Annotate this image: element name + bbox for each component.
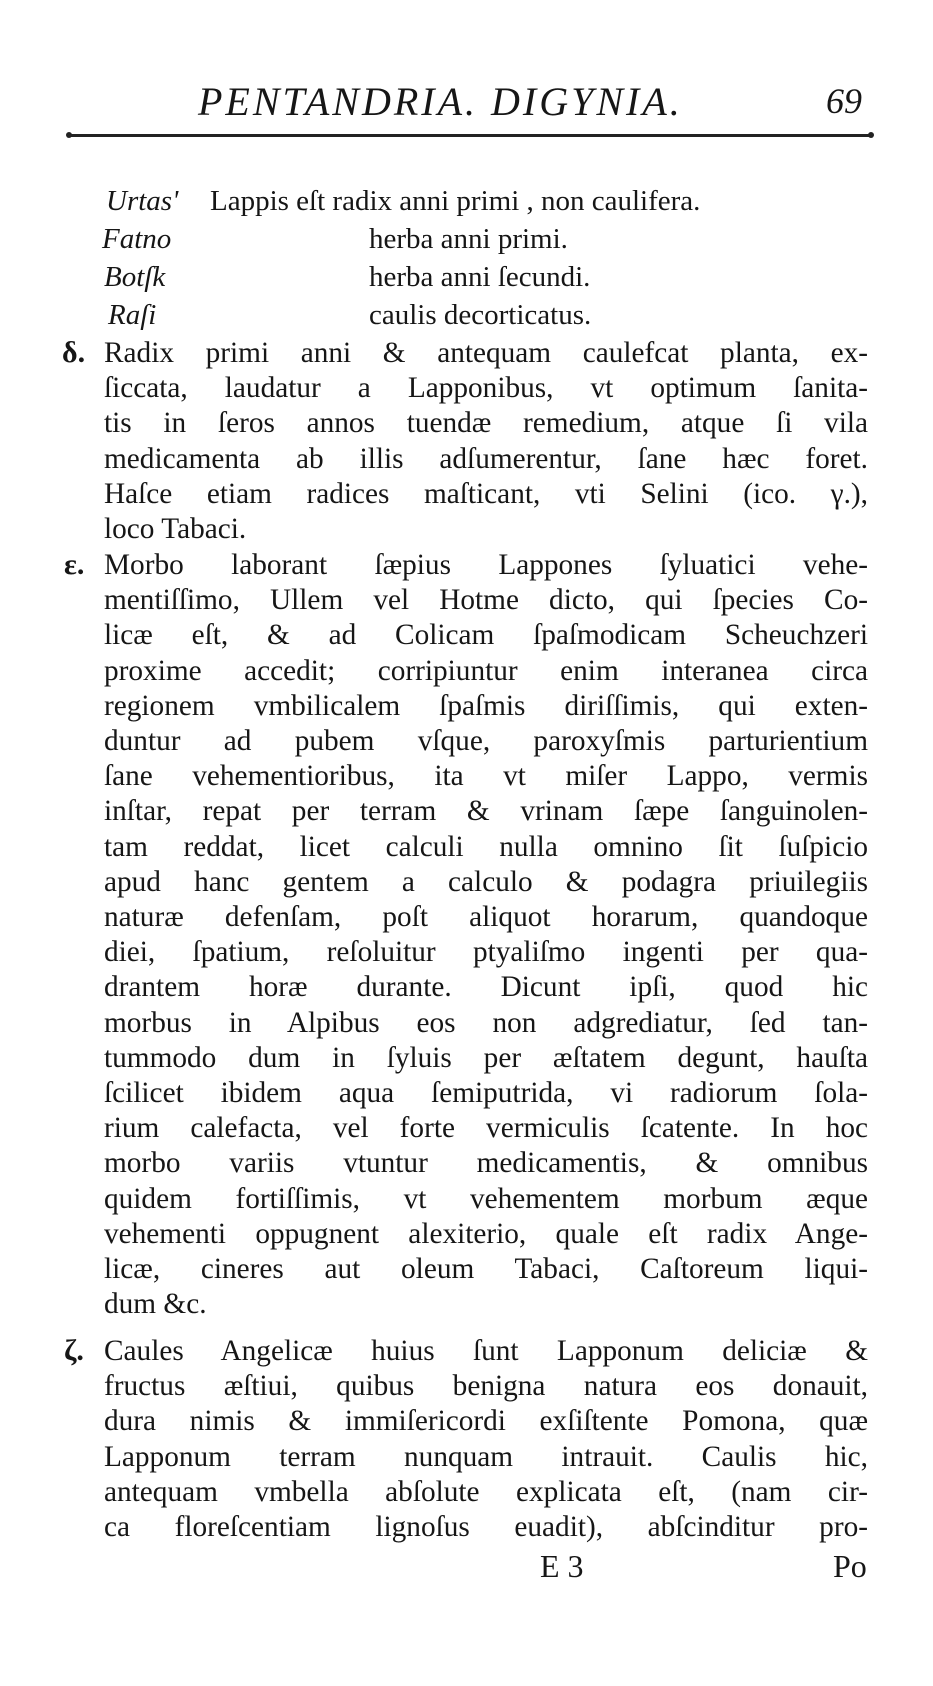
text-line: ſiccata, laudatur a Lapponibus, vt optimum ſanita- [104,372,868,405]
header-rule [70,134,870,137]
page-number: 69 [826,81,862,121]
catchword: Po [833,1548,867,1584]
paragraph [104,336,868,547]
text-line: loco Tabaci. [104,513,247,546]
text-line: diei, ſpatium, reſoluitur ptyaliſmo ingenti per qua- [104,936,868,969]
text-line: dum &c. [104,1288,207,1321]
glossary-description: herba anni primi. [369,223,568,255]
text-line: drantem horæ durante. Dicunt ipſi, quod hic [104,971,868,1004]
paragraph-marker: ζ. [64,1334,84,1367]
text-line: Haſce etiam radices maſticant, vti Selini (ico. γ.), [104,477,868,510]
glossary-description: caulis decorticatus. [369,299,592,331]
page-footer [0,1548,933,1588]
paragraph [104,548,868,1322]
text-line: inſtar, repat per terram & vrinam ſæpe ſanguinolen- [104,795,868,828]
text-line: tam reddat, licet calculi nulla omnino ſit ſuſpicio [104,830,868,863]
text-line: duntur ad pubem vſque, paroxyſmis parturientium [104,725,868,758]
running-title: PENTANDRIA. DIGYNIA. [198,79,683,124]
text-line: apud hanc gentem a calculo & podagra priuilegiis [104,865,868,898]
text-line: dura nimis & immiſericordi exſiſtente Pomona, quæ [104,1405,868,1438]
text-line: rium calefacta, vel forte vermiculis ſcatente. In hoc [104,1112,868,1145]
glossary-term: Urtas' [106,185,179,217]
text-line: ſcilicet ibidem aqua ſemiputrida, vi radiorum ſola- [104,1077,868,1110]
text-line: antequam vmbella abſolute explicata eſt, (nam cir- [104,1475,868,1508]
signature-mark: E 3 [540,1548,584,1584]
text-line: mentiſſimo, Ullem vel Hotme dicto, qui ſpecies Co- [104,584,868,617]
glossary-term: Botſk [104,261,166,293]
text-line: Radix primi anni & antequam caulefcat planta, ex- [104,337,868,369]
paragraph [104,1334,868,1545]
paragraph-marker: δ. [62,336,86,369]
text-line: proxime accedit; corripiuntur enim interanea circa [104,654,868,687]
glossary-description: Lappis eſt radix anni primi , non caulifera. [210,185,701,217]
text-line: regionem vmbilicalem ſpaſmis diriſſimis, qui exten- [104,689,868,722]
text-line: ſane vehementioribus, ita vt miſer Lappo, vermis [104,760,868,793]
text-line: Morbo laborant ſæpius Lappones ſyluatici vehe- [104,549,868,581]
text-line: Caules Angelicæ huius ſunt Lapponum deliciæ & [104,1335,868,1367]
text-line: quidem fortiſſimis, vt vehementem morbum æque [104,1182,868,1215]
glossary-term: Raſi [108,299,157,331]
text-line: tis in ſeros annos tuendæ remedium, atque ſi vila [104,407,868,440]
text-line: morbus in Alpibus eos non adgrediatur, ſed tan- [104,1006,868,1039]
text-line: licæ, cineres aut oleum Tabaci, Caſtoreum liqui- [104,1253,868,1286]
paragraph-marker: ε. [64,548,85,581]
text-line: fructus æſtiui, quibus benigna natura eos donauit, [104,1370,868,1403]
text-line: licæ eſt, & ad Colicam ſpaſmodicam Scheuchzeri [104,619,868,652]
text-line: Lapponum terram nunquam intrauit. Caulis hic, [104,1440,868,1473]
text-line: morbo variis vtuntur medicamentis, & omnibus [104,1147,868,1180]
text-line: ca floreſcentiam lignoſus euadit), abſcinditur pro- [104,1511,868,1544]
running-header [0,78,933,128]
glossary-term: Fatno [102,223,172,255]
glossary-description: herba anni ſecundi. [369,261,591,293]
text-line: medicamenta ab illis adſumerentur, ſane hæc foret. [104,442,868,475]
text-line: naturæ defenſam, poſt aliquot horarum, quandoque [104,901,868,934]
text-line: tummodo dum in ſyluis per æſtatem degunt, hauſta [104,1041,868,1074]
text-line: vehementi oppugnent alexiterio, quale eſt radix Ange- [104,1217,868,1250]
